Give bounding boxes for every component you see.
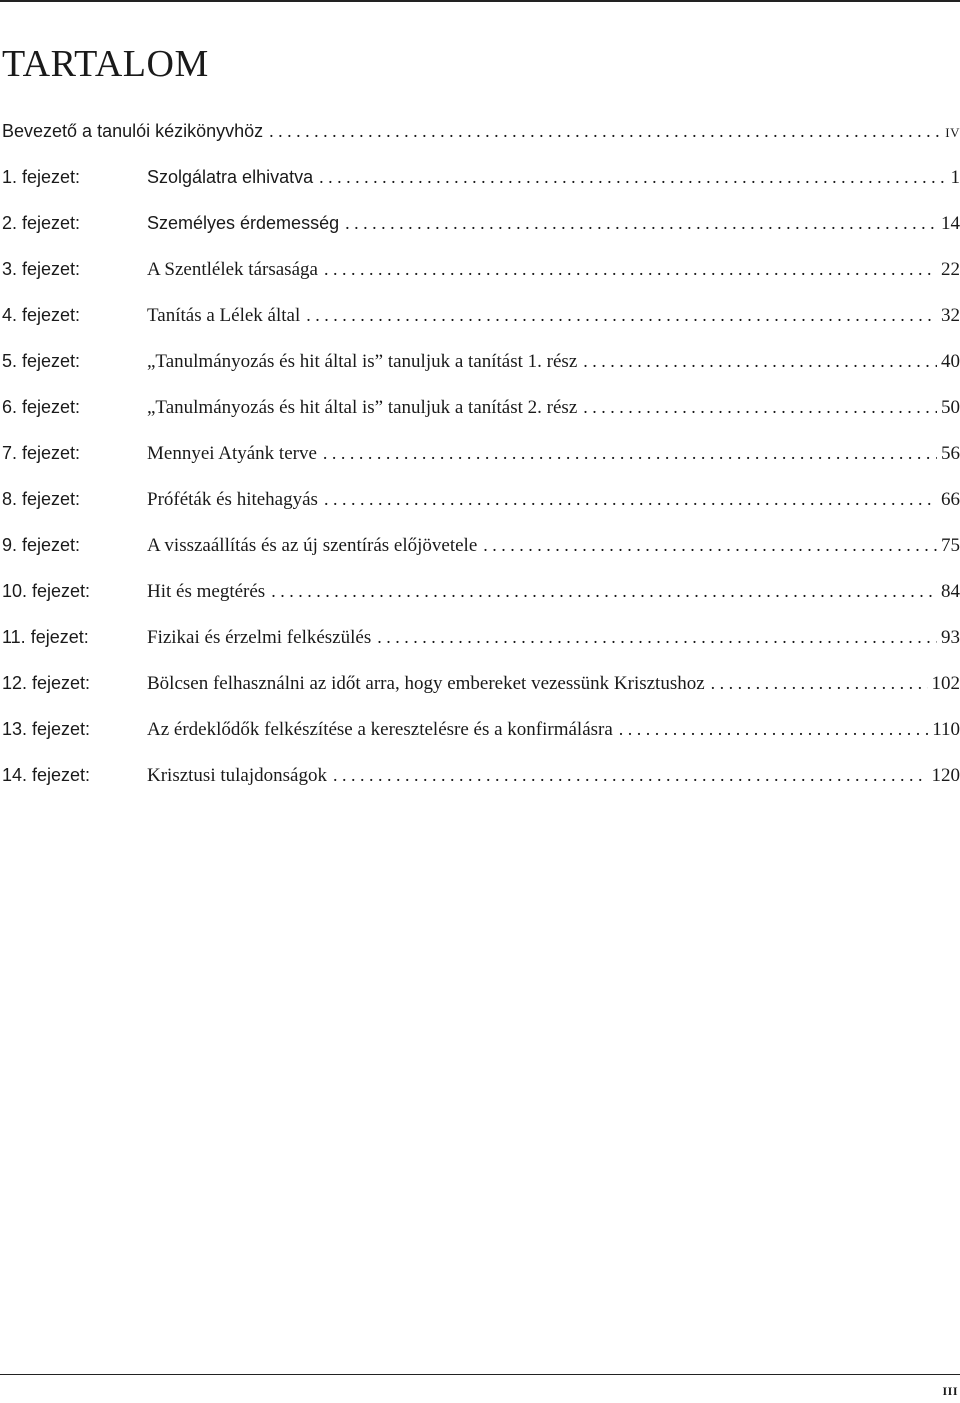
toc-entry-title: A Szentlélek társasága (147, 259, 318, 280)
toc-entry-page: 110 (932, 719, 960, 740)
toc-entry-label: 9. fejezet: (2, 535, 81, 555)
toc-entry-label: 11. fejezet: (2, 627, 89, 647)
dot-leader (306, 292, 937, 338)
toc-entry-title: „Tanulmányozás és hit által is” tanuljuk a tanítást 1. rész (147, 351, 578, 372)
dot-leader (619, 706, 928, 752)
toc-entry-label: 5. fejezet: (2, 351, 81, 371)
toc-entry-page: 1 (950, 167, 960, 188)
toc-entry-page: 22 (941, 259, 960, 280)
toc-entry-title: Próféták és hitehagyás (147, 489, 318, 510)
dot-leader (583, 338, 937, 384)
toc-entry-label: 8. fejezet: (2, 489, 81, 509)
toc-entry-page: 93 (941, 627, 960, 648)
dot-leader (583, 384, 937, 430)
toc-entry-chapter-1[interactable] (2, 154, 960, 200)
page-number: III (942, 1384, 958, 1398)
toc-entry-label: 14. fejezet: (2, 765, 91, 785)
toc-entry-chapter-9[interactable] (2, 522, 960, 568)
toc-entry-chapter-6[interactable] (2, 384, 960, 430)
toc-entry-label: 1. fejezet: (2, 167, 81, 187)
toc-entry-title: „Tanulmányozás és hit által is” tanuljuk a tanítást 2. rész (147, 397, 578, 418)
toc-entry-chapter-10[interactable] (2, 568, 960, 614)
toc-entry-page: 40 (941, 351, 960, 372)
dot-leader (324, 246, 937, 292)
dot-leader (333, 752, 928, 798)
toc-entry-label: 3. fejezet: (2, 259, 81, 279)
toc-entry-chapter-7[interactable] (2, 430, 960, 476)
dot-leader (271, 568, 937, 614)
toc-entry-chapter-12[interactable] (2, 660, 960, 706)
dot-leader (377, 614, 937, 660)
toc-entry-title: Krisztusi tulajdonságok (147, 765, 327, 786)
toc-entry-page: 50 (941, 397, 960, 418)
toc-entry-chapter-8[interactable] (2, 476, 960, 522)
toc-entry-page: 32 (941, 305, 960, 326)
toc-entry-chapter-2[interactable] (2, 200, 960, 246)
toc-entry-label: 10. fejezet: (2, 581, 91, 601)
toc-entry-label: 2. fejezet: (2, 213, 81, 233)
toc-entry-page: 56 (941, 443, 960, 464)
toc-entry-label: 12. fejezet: (2, 673, 91, 693)
toc-entry-title: A visszaállítás és az új szentírás előjövetele (147, 535, 478, 556)
toc-entry-chapter-11[interactable] (2, 614, 960, 660)
toc-entry-page: 84 (941, 581, 960, 602)
toc-entry-chapter-5[interactable] (2, 338, 960, 384)
toc-entry-page: 66 (941, 489, 960, 510)
toc-entry-page: 75 (941, 535, 960, 556)
dot-leader (711, 660, 928, 706)
toc-entry-label: 4. fejezet: (2, 305, 81, 325)
toc-entry-page: 102 (931, 673, 960, 694)
toc-entry-title: Bölcsen felhasználni az időt arra, hogy embereket vezessünk Krisztushoz (147, 673, 705, 694)
toc-entry-title: Hit és megtérés (147, 581, 266, 602)
toc-entry-label: 6. fejezet: (2, 397, 81, 417)
dot-leader (269, 108, 941, 154)
dot-leader (319, 154, 946, 200)
toc-entry-page: IV (945, 125, 960, 140)
toc-entry-chapter-4[interactable] (2, 292, 960, 338)
dot-leader (324, 476, 937, 522)
toc-entry-chapter-3[interactable] (2, 246, 960, 292)
toc-entry-title: Bevezető a tanulói kézikönyvhöz (2, 121, 264, 141)
toc-entry-page: 120 (931, 765, 960, 786)
page-title: TARTALOM (2, 43, 209, 85)
toc-entry-title: Fizikai és érzelmi felkészülés (147, 627, 372, 648)
toc-entry-title: Tanítás a Lélek által (147, 305, 301, 326)
toc-entry-title: Mennyei Atyánk terve (147, 443, 317, 464)
table-of-contents (2, 108, 960, 798)
toc-entry-label: 13. fejezet: (2, 719, 91, 739)
toc-entry-intro[interactable] (2, 108, 960, 154)
toc-entry-label: 7. fejezet: (2, 443, 81, 463)
toc-entry-title: Szolgálatra elhivatva (147, 167, 314, 187)
toc-entry-title: Az érdeklődők felkészítése a keresztelésre és a konfirmálásra (147, 719, 613, 740)
toc-entry-title: Személyes érdemesség (147, 213, 340, 233)
dot-leader (323, 430, 937, 476)
toc-entry-chapter-13[interactable] (2, 706, 960, 752)
top-rule (0, 0, 960, 2)
bottom-rule (0, 1374, 960, 1375)
toc-entry-page: 14 (941, 213, 960, 234)
dot-leader (345, 200, 937, 246)
toc-entry-chapter-14[interactable] (2, 752, 960, 798)
dot-leader (483, 522, 937, 568)
